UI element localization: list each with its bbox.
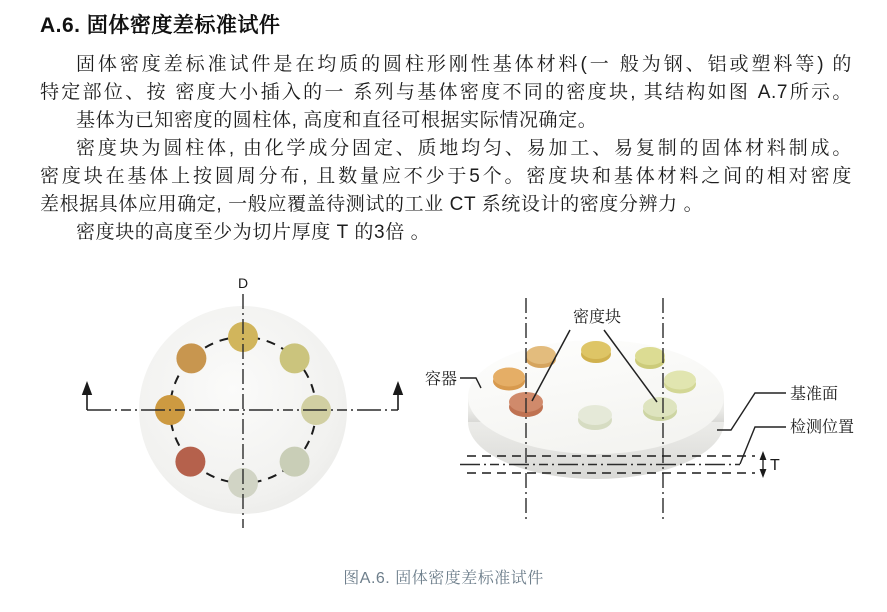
figure-a6 [0,268,887,558]
density-block-pale-olive [643,397,677,421]
density-block-bottom-left [175,447,205,477]
detection-position-label: 检测位置 [790,419,855,436]
density-block-mustard [581,341,611,363]
paragraph-line: 密度块在基体上按圆周分布, 且数量应不少于5个。密度块和基体材料之间的相对密度 [40,166,852,187]
thickness-label: T [770,457,780,474]
diameter-label: D [237,275,249,291]
density-block-top-left [176,343,206,373]
section-heading: A.6. 固体密度差标准试件 [40,14,281,37]
section-arrow-left [82,381,92,410]
density-block-orange [493,368,525,391]
thickness-dimension [760,451,767,478]
top-view-diagram [70,270,410,538]
leader-reference-plane [717,393,786,430]
reference-plane-label: 基准面 [790,386,839,403]
density-block-pale-mint [578,405,612,430]
paragraph-line: 密度块为圆柱体, 由化学成分固定、质地均匀、易加工、易复制的固体材料制成。 [76,138,852,159]
section-arrow-right [393,381,403,410]
container-label: 容器 [424,371,457,388]
density-block-bottom-right [280,447,310,477]
density-block-label: 密度块 [572,309,622,326]
paragraph-line: 固体密度差标准试件是在均质的圆柱形刚性基体材料(一 般为钢、铝或塑料等) 的 [76,54,852,75]
figure-caption: 图A.6. 固体密度差标准试件 [343,570,544,587]
paragraph-line: 差根据具体应用确定, 一般应覆盖待测试的工业 CT 系统设计的密度分辨力 。 [40,194,704,215]
paragraph-line: 密度块的高度至少为切片厚度 T 的3倍 。 [76,222,431,243]
iso-view-diagram [420,270,887,548]
paragraph-line: 特定部位、按 密度大小插入的一 系列与基体密度不同的密度块, 其结构如图 A.7所示。 [40,82,852,103]
density-block-top-right [280,343,310,373]
density-block-pale-green [664,371,696,394]
density-block-pale-yellow [635,347,665,369]
text-block [40,12,852,247]
paragraph-line: 基体为已知密度的圆柱体, 高度和直径可根据实际情况确定。 [76,110,598,131]
